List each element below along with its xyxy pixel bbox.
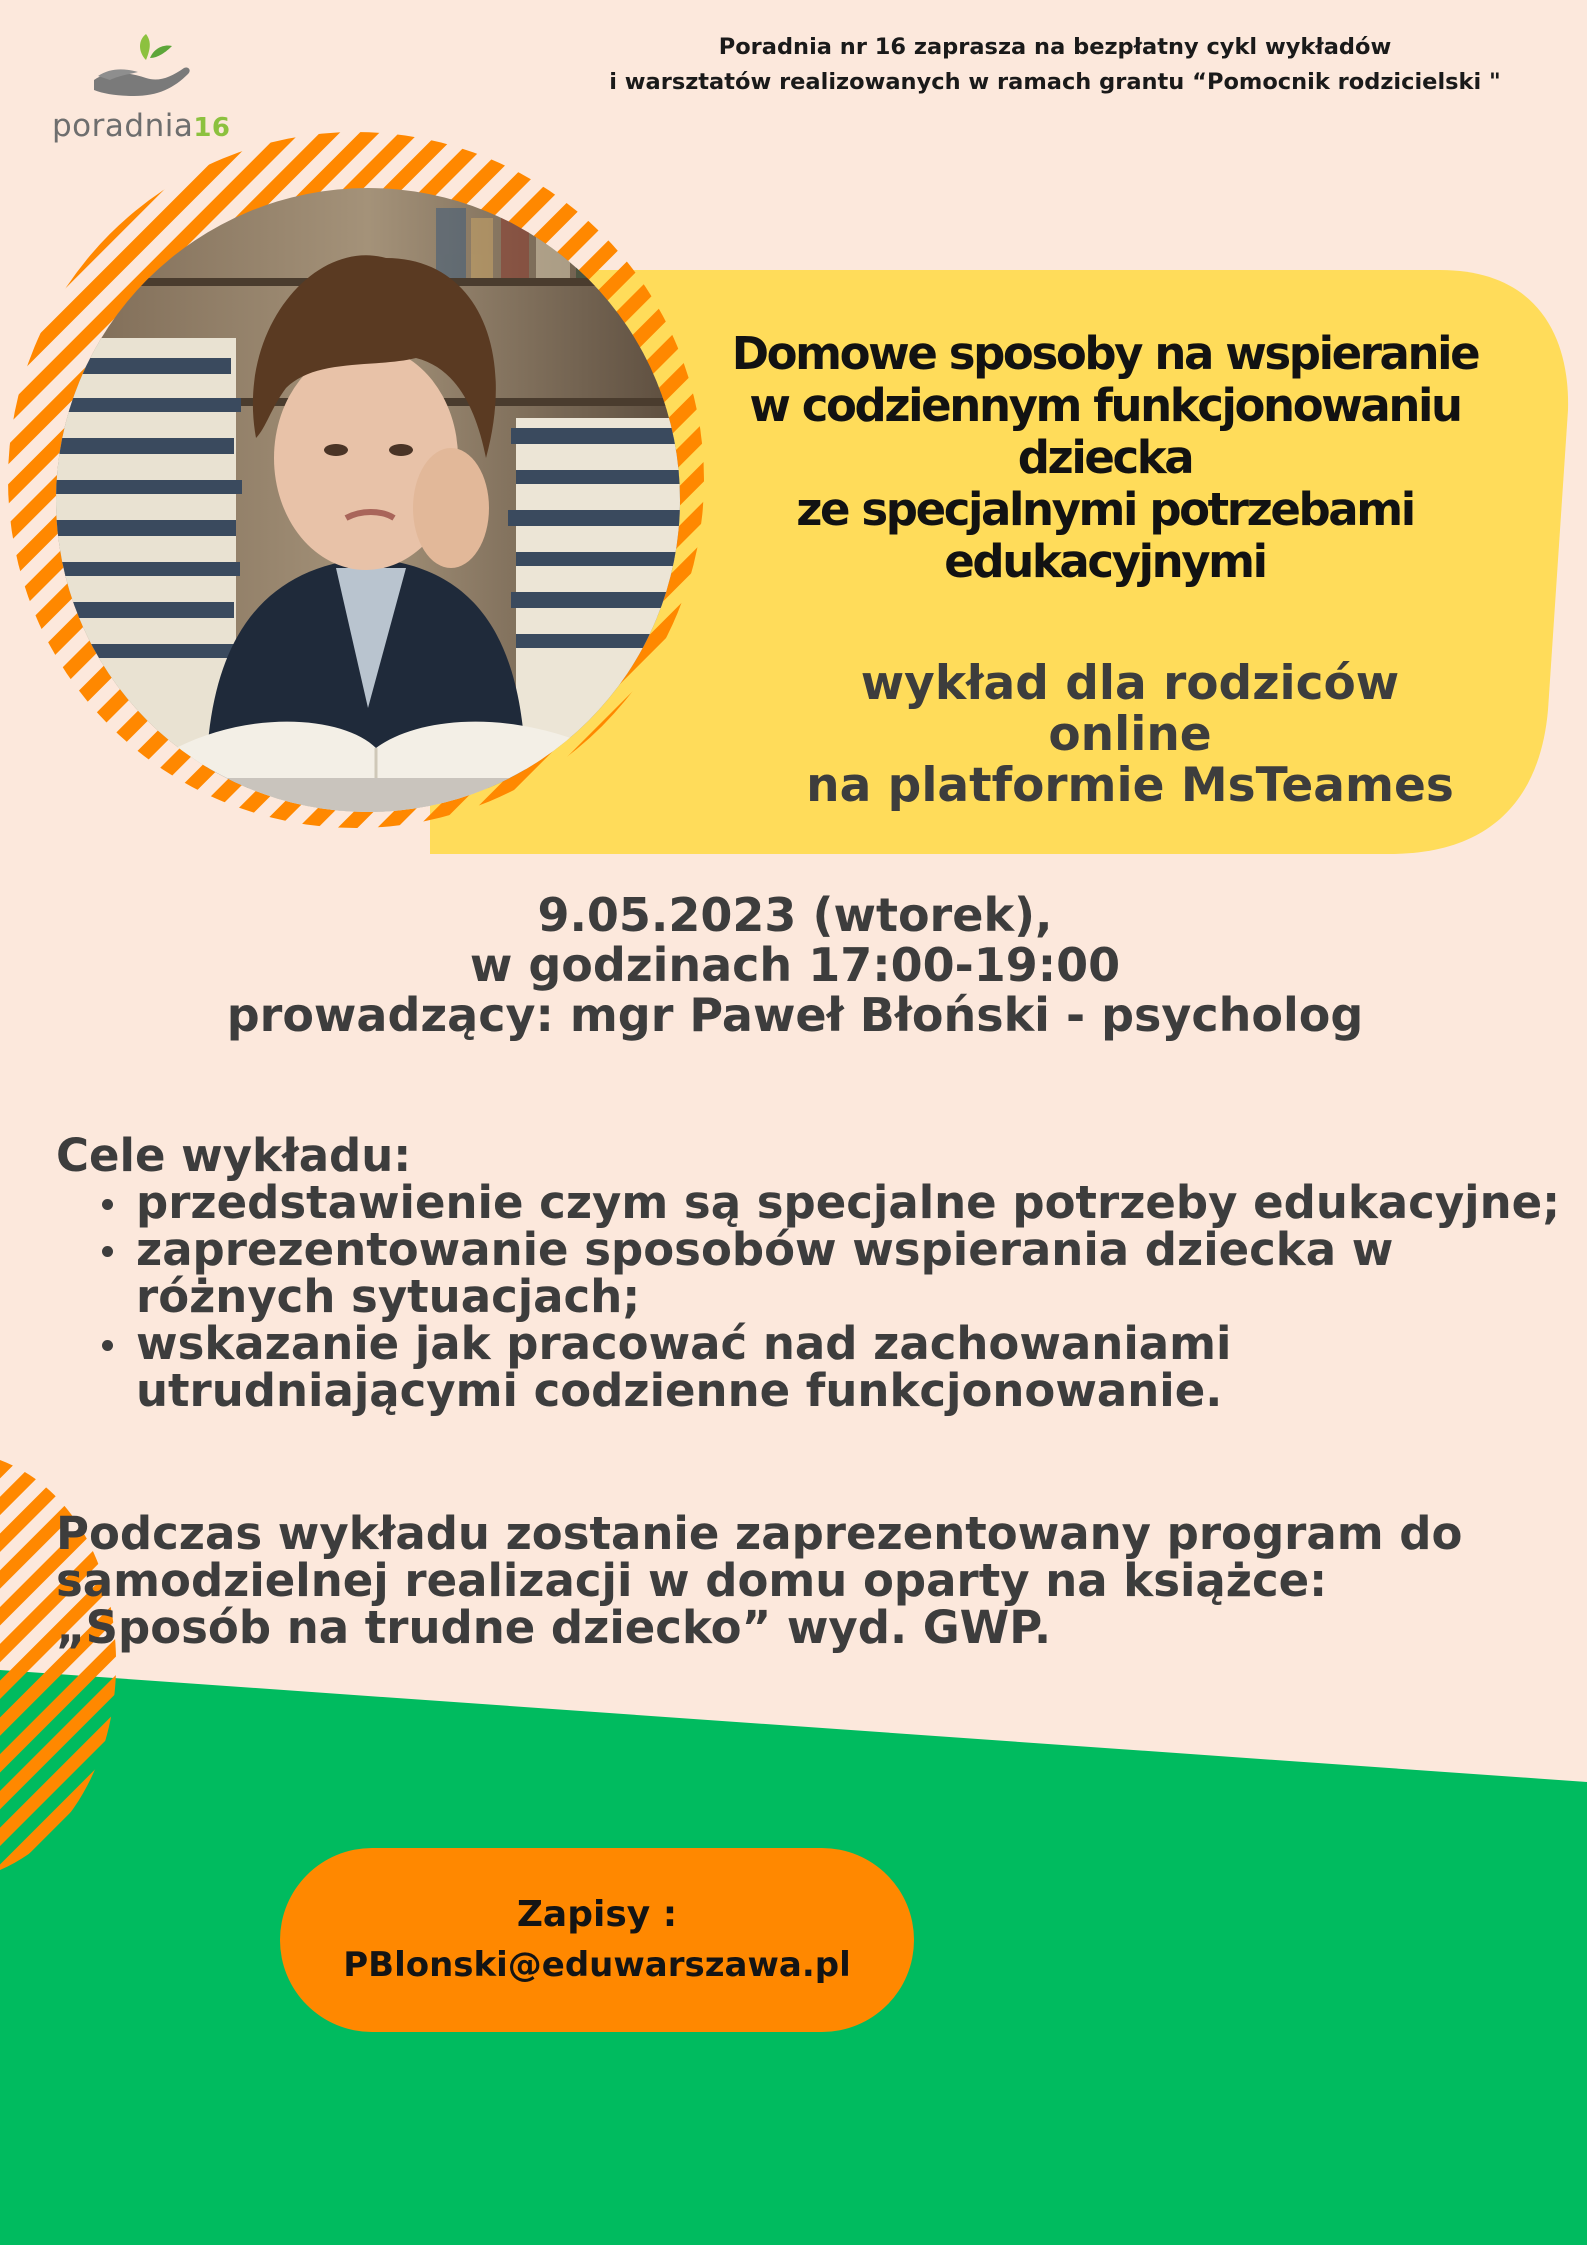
lecture-type bbox=[770, 658, 1490, 811]
goals-heading: Cele wykładu: bbox=[56, 1129, 412, 1182]
logo bbox=[48, 28, 238, 148]
logo-text: poradnia16 bbox=[52, 108, 231, 144]
lecture-title-line-1: Domowe sposoby na wspieranie bbox=[731, 327, 1479, 380]
invite-text bbox=[540, 30, 1570, 100]
list-item: przedstawienie czym są specjalne potrzeby edukacyjne; bbox=[56, 1179, 1566, 1226]
event-info bbox=[120, 890, 1470, 1040]
signup-email-link[interactable]: PBlonski@eduwarszawa.pl bbox=[343, 1945, 851, 1985]
lecture-title-line-4: ze specjalnymi potrzebami bbox=[796, 483, 1414, 536]
list-item: zaprezentowanie sposobów wspierania dziecka w różnych sytuacjach; bbox=[56, 1226, 1566, 1320]
program-note: Podczas wykładu zostanie zaprezentowany program do samodzielnej realizacji w domu oparty na książce: „Sposób na trudne dziecko” wyd. GWP. bbox=[56, 1507, 1463, 1654]
goals-list bbox=[56, 1176, 1566, 1417]
event-date: 9.05.2023 (wtorek), bbox=[537, 888, 1053, 942]
signup-box bbox=[280, 1848, 914, 2032]
lecture-title bbox=[700, 328, 1510, 588]
logo-number: 16 bbox=[193, 113, 231, 143]
invite-line-2: i warsztatów realizowanych w ramach grantu “Pomocnik rodzicielski " bbox=[609, 69, 1501, 95]
event-hours: w godzinach 17:00-19:00 bbox=[469, 938, 1121, 992]
lecture-type-line-1: wykład dla rodziców bbox=[860, 656, 1400, 711]
lecture-title-line-5: edukacyjnymi bbox=[944, 535, 1266, 588]
signup-label: Zapisy : bbox=[516, 1894, 678, 1935]
bored-boy-with-books-photo bbox=[56, 188, 680, 812]
lecture-type-line-3: na platformie MsTeames bbox=[806, 758, 1454, 813]
event-host: prowadzący: mgr Paweł Błoński - psycholog bbox=[226, 988, 1364, 1042]
lecture-title-line-2: w codziennym funkcjonowaniu bbox=[749, 379, 1461, 432]
lecture-title-line-3: dziecka bbox=[1017, 431, 1193, 484]
invite-line-1: Poradnia nr 16 zaprasza na bezpłatny cykl wykładów bbox=[718, 34, 1392, 60]
list-item: wskazanie jak pracować nad zachowaniami utrudniającymi codzienne funkcjonowanie. bbox=[56, 1320, 1566, 1414]
lecture-type-line-2: online bbox=[1048, 707, 1212, 762]
hand-leaf-icon bbox=[88, 28, 228, 108]
lecture-goals bbox=[56, 1129, 1566, 1417]
